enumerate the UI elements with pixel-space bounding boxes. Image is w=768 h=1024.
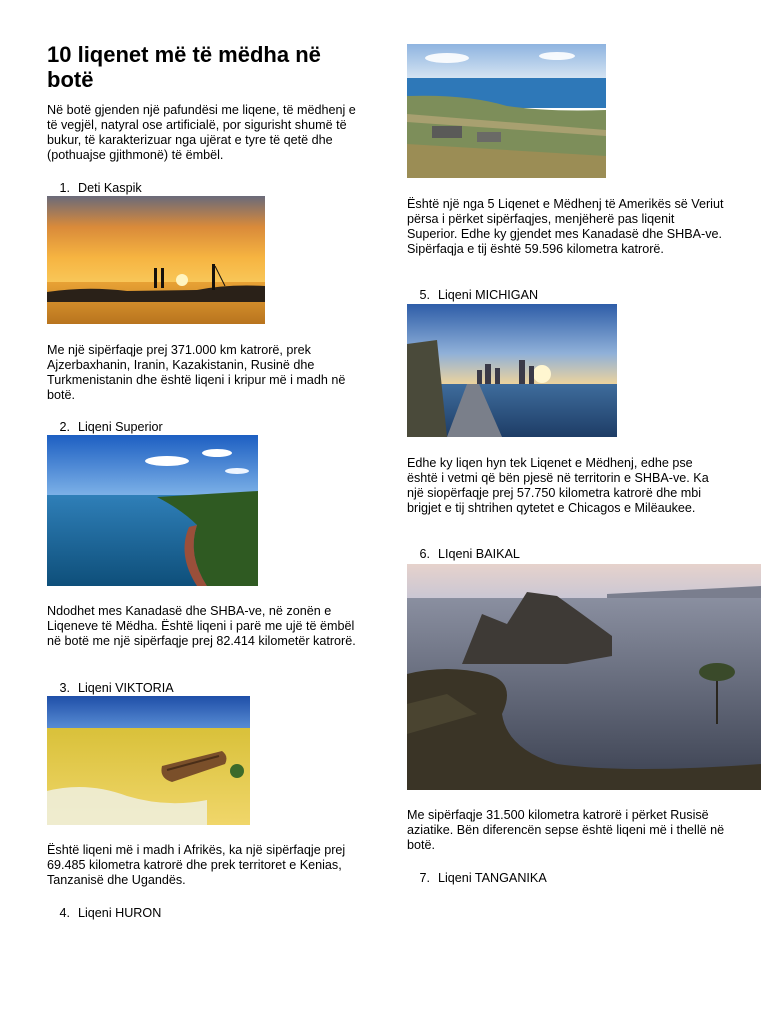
lake-item-3: [47, 681, 174, 696]
baikal-shaman-rock-photo: [407, 564, 761, 790]
victoria-beach-boat-photo: [47, 696, 250, 825]
lake-number: 1.: [59, 181, 70, 195]
lake-name: Liqeni HURON: [78, 906, 162, 920]
lake-description-1: Me një sipërfaqje prej 371.000 km katrorë, prek Ajzerbaxhanin, Iranin, Kazakistanin, Rusinë dhe Turkmenistanin dhe është liqeni i kripur më i madh në botë.: [47, 343, 346, 402]
lake-item-2: [47, 420, 163, 435]
caspian-sunset-photo: [47, 196, 265, 324]
lake-name: Deti Kaspik: [78, 181, 142, 195]
lake-number: 5.: [419, 288, 430, 302]
lake-name: Liqeni TANGANIKA: [438, 871, 547, 885]
lake-name: Liqeni VIKTORIA: [78, 681, 174, 695]
lake-name: Liqeni MICHIGAN: [438, 288, 539, 302]
lake-description-4: Është një nga 5 Liqenet e Mëdhenj të Amerikës së Veriut përsa i përket sipërfaqjes, menjëherë pas liqenit Superior. Edhe ky gjendet mes Kanadasë dhe SHBA-ve. Sipërfaqja e tij është 59.596 kilometra katrorë.: [407, 197, 724, 256]
lake-item-7: [407, 871, 547, 886]
lake-number: 2.: [59, 420, 70, 434]
lake-description-3: Është liqeni më i madh i Afrikës, ka një sipërfaqje prej 69.485 kilometra katrorë dhe prek territoret e Kenias, Tanzanisë dhe Ugandës.: [47, 843, 346, 887]
lake-number: 4.: [59, 906, 70, 920]
lake-name: LIqeni BAIKAL: [438, 547, 520, 561]
intro-paragraph: Në botë gjenden një pafundësi me liqene, të mëdhenj e të vegjël, natyral ose artificialë, por sigurisht shumë të bukur, të karakterizuar nga ujërat e tyre të qetë dhe (pothuajse gjithmonë) të ëmbël.: [47, 103, 356, 162]
lake-description-6: Me sipërfaqje 31.500 kilometra katrorë i përket Rusisë aziatike. Bën diferencën sepse është liqeni më i thellë në botë.: [407, 808, 725, 852]
superior-coast-photo: [47, 435, 258, 586]
lake-description-2: Ndodhet mes Kanadasë dhe SHBA-ve, në zonën e Liqeneve të Mëdha. Është liqeni i parë me ujë të ëmbël në botë me një sipërfaqje prej 82.414 kilometër katrorë.: [47, 604, 356, 648]
lake-name: Liqeni Superior: [78, 420, 163, 434]
lake-item-6: [407, 547, 520, 562]
huron-aerial-photo: [407, 44, 606, 178]
lake-number: 6.: [419, 547, 430, 561]
lake-number: 7.: [419, 871, 430, 885]
lake-item-1: [47, 181, 142, 196]
lake-number: 3.: [59, 681, 70, 695]
michigan-chicago-skyline-photo: [407, 304, 617, 437]
page-title: 10 liqenet më të mëdha në botë: [47, 42, 321, 92]
lake-item-5: [407, 288, 538, 303]
lake-description-5: Edhe ky liqen hyn tek Liqenet e Mëdhenj, edhe pse është i vetmi që bën pjesë në territorin e SHBA-ve. Ka një siopërfaqje prej 57.750 kilometra katrorë dhe mbi brigjet e tij shtrihen qytetet e Chicagos e Milëaukee.: [407, 456, 709, 515]
lake-item-4: [47, 906, 161, 921]
